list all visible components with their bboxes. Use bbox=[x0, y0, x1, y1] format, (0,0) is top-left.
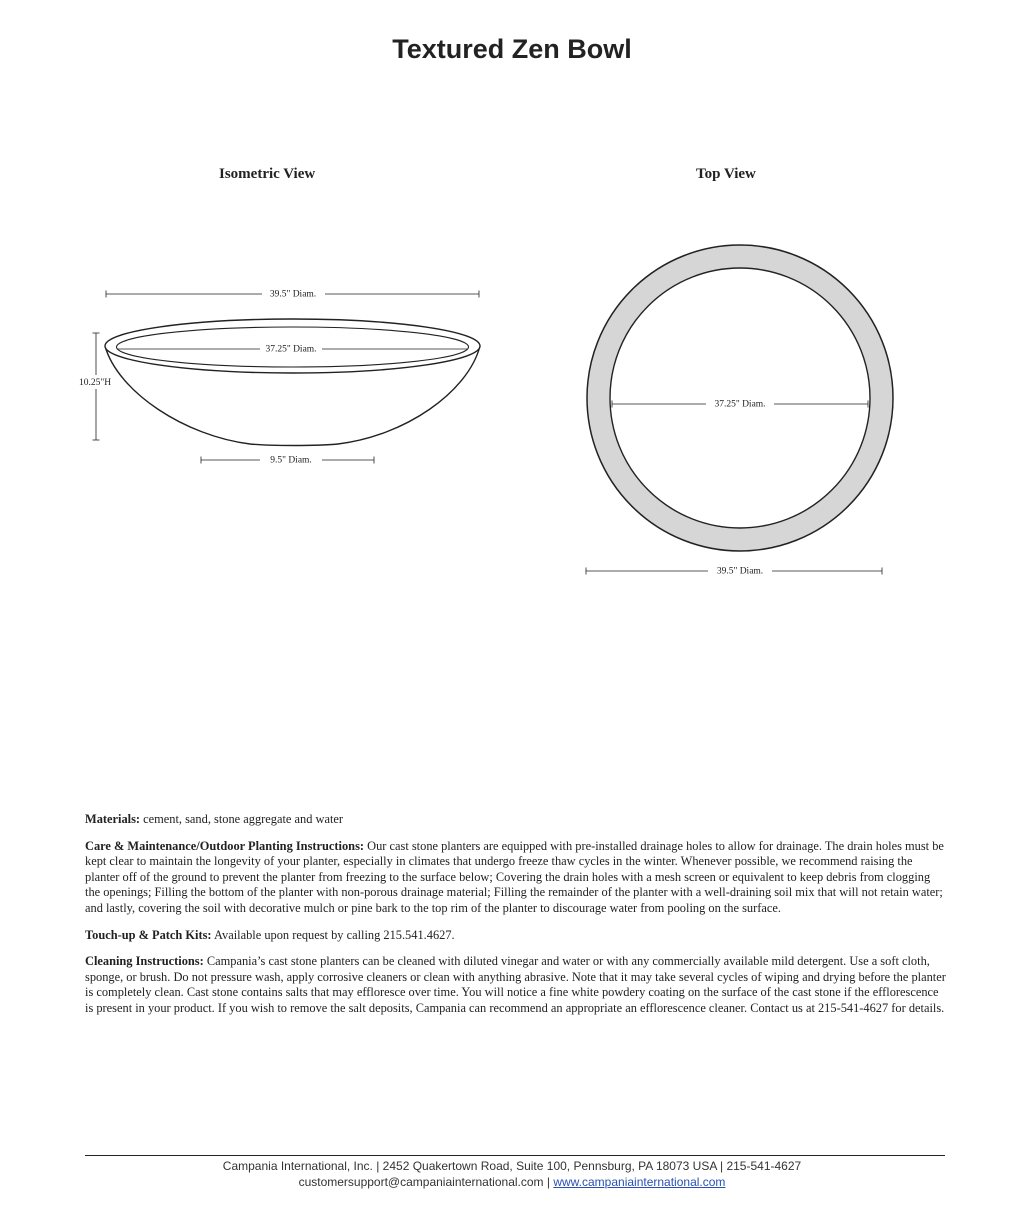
iso-outer-diameter-label: 39.5" Diam. bbox=[269, 289, 317, 300]
isometric-view-heading: Isometric View bbox=[219, 166, 316, 182]
isometric-drawing bbox=[79, 290, 480, 466]
iso-height-label: 10.25"H bbox=[78, 378, 112, 388]
top-view-heading: Top View bbox=[696, 166, 756, 182]
footer-email: customersupport@campaniainternational.com bbox=[298, 1174, 544, 1189]
iso-inner-diameter-label: 37.25" Diam. bbox=[265, 344, 317, 355]
product-info-text bbox=[85, 812, 947, 1028]
footer-contact-line bbox=[0, 1175, 1024, 1191]
materials-paragraph bbox=[85, 812, 947, 828]
top-view-drawing bbox=[586, 245, 893, 577]
footer-separator: | bbox=[543, 1174, 554, 1189]
materials-text: cement, sand, stone aggregate and water bbox=[140, 812, 344, 826]
care-label: Care & Maintenance/Outdoor Planting Instructions: bbox=[85, 838, 365, 853]
cleaning-text: Campania’s cast stone planters can be cleaned with diluted vinegar and water or with any commercially available mild detergent. Use a soft cloth, sponge, or brush. Do not pressure wash, apply corrosive cleaners or clean with anything abrasive. Note that it may take several cycles of wiping and drying before the planter is completely clean. Cast stone contains salts that may effloresce over time. You will notice a fine white powdery coating on the surface of the cast stone if the efflorescence is present in your product. If you wish to remove the salt deposits, Campania can recommend an appropriate an efflorescence cleaner. Contact us at 215-541-4627 for details. bbox=[85, 954, 946, 1015]
page-title: Textured Zen Bowl bbox=[392, 34, 632, 64]
touchup-text: Available upon request by calling 215.541.4627. bbox=[211, 927, 455, 942]
top-inner-bowl bbox=[610, 268, 870, 528]
care-paragraph bbox=[85, 839, 947, 917]
top-outer-diameter-label: 39.5" Diam. bbox=[716, 566, 764, 577]
cleaning-paragraph bbox=[85, 954, 947, 1016]
touchup-paragraph bbox=[85, 928, 947, 944]
touchup-label: Touch-up & Patch Kits: bbox=[85, 927, 212, 942]
cleaning-label: Cleaning Instructions: bbox=[85, 954, 204, 969]
footer-address: Campania International, Inc. | 2452 Quakertown Road, Suite 100, Pennsburg, PA 18073 USA | 215-541-4627 bbox=[222, 1159, 802, 1173]
footer-divider bbox=[85, 1155, 945, 1156]
footer bbox=[0, 1159, 1024, 1190]
footer-website-link[interactable]: www.campaniainternational.com bbox=[553, 1174, 726, 1189]
iso-base-diameter-label: 9.5" Diam. bbox=[270, 455, 312, 466]
care-text: Our cast stone planters are equipped with pre-installed drainage holes to allow for drainage. The drain holes must be kept clear to maintain the longevity of your planter, especially in climates that undergo freeze thaw cycles in the winter. Whenever possible, we recommend raising the planter off of the ground to prevent the planter from freezing to the surface below; Covering the drain holes with a mesh screen or equivalent to keep debris from clogging the openings; Filling the bottom of the planter with non-porous drainage material; Filling the remainder of the planter with a well-draining soil mix that will not retain water; and lastly, covering the soil with decorative mulch or pine bark to the top rim of the planter to discourage water from pooling on the surface. bbox=[85, 838, 944, 915]
materials-label: Materials: bbox=[85, 812, 141, 826]
top-inner-diameter-label: 37.25" Diam. bbox=[714, 399, 766, 410]
